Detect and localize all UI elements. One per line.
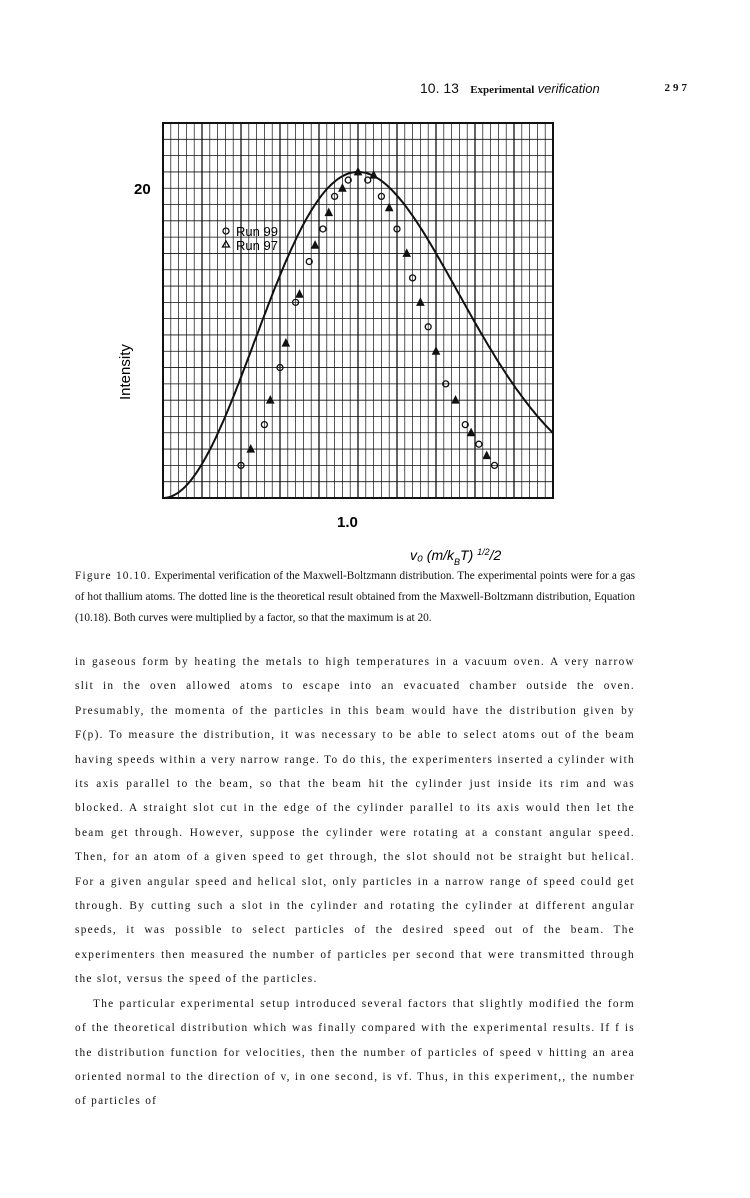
caption-label: Figure 10.10. xyxy=(75,570,152,582)
x-axis-label: v₀ $(m/k_BT)$ $^{1/2}$/2 xyxy=(410,547,502,567)
data-point-run-97 xyxy=(282,339,289,346)
chart-grid xyxy=(163,123,553,498)
data-point-run-99 xyxy=(476,441,482,447)
x-tick-label: 1.0 xyxy=(337,514,358,531)
section-title: Experimental xyxy=(470,84,535,96)
figure-caption xyxy=(75,566,635,629)
legend-label-run-97: Run 97 xyxy=(236,238,278,253)
data-point-run-97 xyxy=(417,298,424,305)
data-point-run-97 xyxy=(468,429,475,436)
section-number: 10. 13 xyxy=(420,80,459,96)
legend xyxy=(223,224,278,253)
section-title-italic: verification xyxy=(537,81,600,96)
maxwell-boltzmann-chart xyxy=(100,110,580,570)
data-point-run-97 xyxy=(325,209,332,216)
data-point-run-97 xyxy=(267,396,274,403)
data-point-run-99 xyxy=(320,226,326,232)
caption-text: Experimental verification of the Maxwell-Boltzmann distribution. The experimental points were for a gas of hot thallium atoms. The dotted line is the theoretical result obtained from the Maxwell-Boltzmann distribution, Equation (10.18). Both curves were multiplied by a factor, so that the maximum is at 20. xyxy=(75,570,635,624)
running-header xyxy=(420,80,690,102)
figure-10-10 xyxy=(100,110,580,570)
y-tick-label: 20 xyxy=(134,181,151,198)
body-text xyxy=(75,650,635,1114)
data-point-run-97 xyxy=(247,445,254,452)
data-point-run-97 xyxy=(403,249,410,256)
data-point-run-97 xyxy=(433,347,440,354)
legend-label-run-99: Run 99 xyxy=(236,224,278,239)
data-point-run-97 xyxy=(339,184,346,191)
legend-triangle-marker xyxy=(223,241,230,247)
page-number: 297 xyxy=(664,82,690,94)
y-axis-label: Intensity xyxy=(117,344,134,400)
data-points xyxy=(238,168,498,468)
data-point-run-97 xyxy=(483,452,490,459)
paragraph-2: The particular experimental setup introduced several factors that slightly modified the form of the theoretical distribution which was finally compared with the experimental results. If f is the distribution function for velocities, then the number of particles of speed v hitting an area oriented normal to the direction of v, in one second, is vf. Thus, in this experiment,, the number of particles of xyxy=(75,997,635,1108)
legend-circle-marker xyxy=(223,228,229,234)
data-point-run-97 xyxy=(296,290,303,297)
paragraph-1: in gaseous form by heating the metals to high temperatures in a vacuum oven. A very narrow slit in the oven allowed atoms to escape into an evacuated chamber outside the oven. Presumably, the momenta of the particles in this beam would have the distribution given by F(p). To measure the distribution, it was necessary to be able to select atoms out of the beam having speeds within a very narrow range. To do this, the experimenters inserted a cylinder with its axis parallel to the beam, so that the beam hit the cylinder just inside its rim and was blocked. A straight slot cut in the edge of the cylinder parallel to its axis would then let the beam get through. However, suppose the cylinder were rotating at a constant angular speed. Then, for an atom of a given speed to get through, the slot should not be straight but helical. For a given angular speed and helical slot, only particles in a narrow range of speed could get through. By cutting such a slot in the cylinder and rotating the cylinder at different angular speeds, it was possible to select particles of the desired speed out of the beam. The experimenters then measured the number of particles per second that were transmitted through the slot, versus the speed of the particles. xyxy=(75,656,635,986)
data-point-run-97 xyxy=(312,241,319,248)
data-point-run-97 xyxy=(452,396,459,403)
